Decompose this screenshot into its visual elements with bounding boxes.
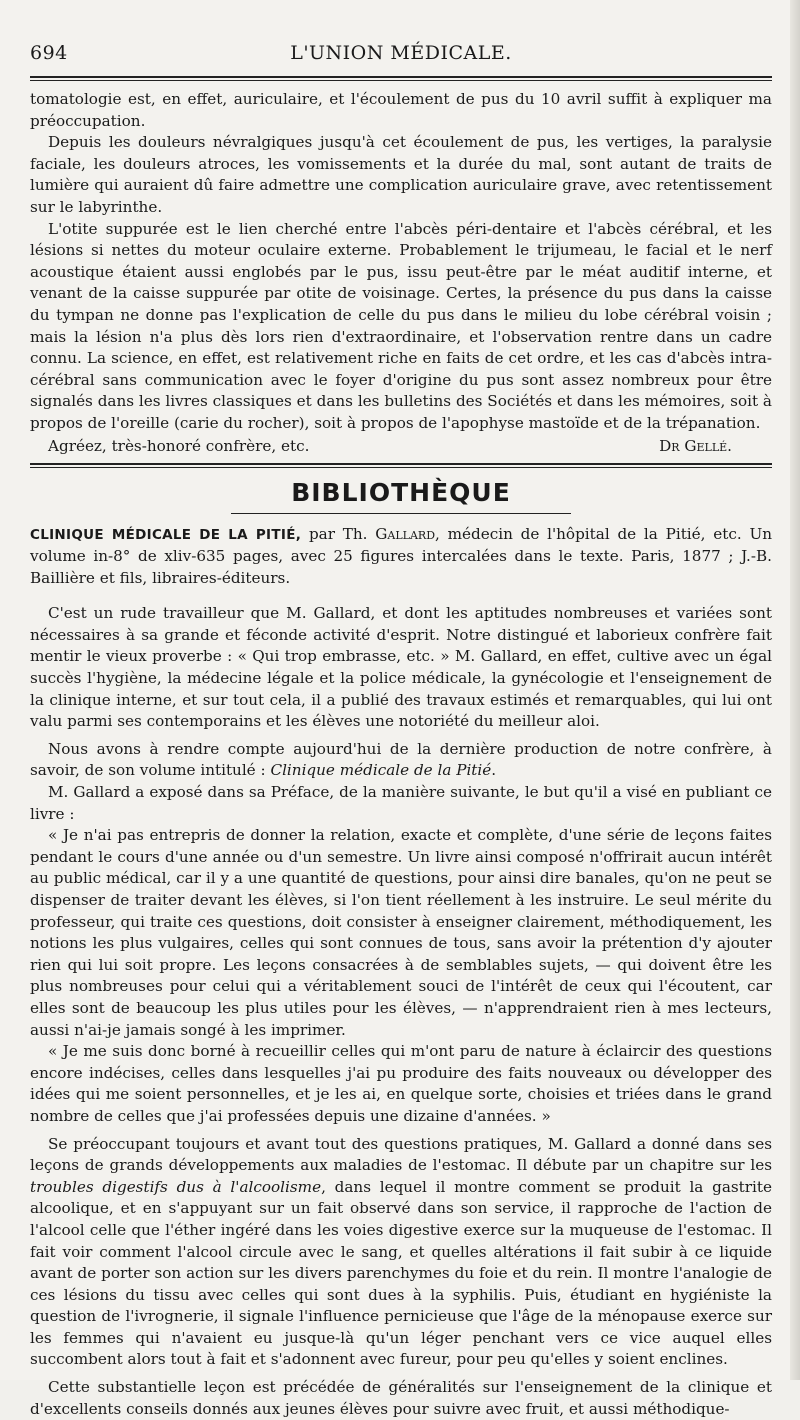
section-rule <box>30 463 772 468</box>
page-edge-shadow <box>790 0 800 1380</box>
running-head <box>30 42 772 72</box>
book-entry <box>30 524 772 590</box>
preface-quote: « Je me suis donc borné à recueillir celles qui m'ont paru de nature à éclaircir des questions encore indécises, celles dans lesquelles j'ai pu produire des faits nouveaux ou développer des idées qui me soient personnelles, et je les ai, en quelque sorte, choisies et triées dans le grand nombre de celles que j'ai professées depuis une dizaine d'années. » <box>30 1042 772 1125</box>
text-run: , dans lequel il montre comment se produit la gastrite alcoolique, et en s'appuyant sur un fait observé dans son service, il rapproche de l'action de l'alcool celle que l'éther ingéré dans les voies digestive exerce sur la muqueuse de l'estomac. Il fait voir comment l'alcool circule avec le sang, et quelles altérations il fait subir à ce liquide avant de porter son action sur les divers parenchymes du foie et du rein. Il montre l'analogie de ces lésions du tissu avec celles qui sont dues à la syphilis. Puis, étudiant en hygiéniste la question de l'ivrognerie, il signale l'influence pernicieuse que l'âge de la ménopause exerce sur les femmes qui n'avaient eu jusque-là qu'un léger penchant vers ce vice auquel elles succombent alors tout à fait et s'adonnent avec fureur, pour peu qu'elles y soient enclines. <box>30 1177 772 1369</box>
review-paragraph <box>30 1134 772 1372</box>
body-paragraph: Depuis les douleurs névralgiques jusqu'à cet écoulement de pus, les vertiges, la paralysie faciale, les douleurs atroces, les vomissements et la durée du mal, sont autant de traits de lumière qui auraient dû faire admettre une complication auriculaire grave, avec retentissement sur le labyrinthe. <box>30 133 772 216</box>
header-rule <box>30 76 772 81</box>
body-paragraph: L'otite suppurée est le lien cherché entre l'abcès péri-dentaire et l'abcès cérébral, et les lésions si nettes du moteur oculaire externe. Probablement le trijumeau, le facial et le nerf acoustique étaient aussi englobés par le pus, issu peut-être par le méat auditif interne, et venant de la caisse suppurée par otite de voisinage. Certes, la présence du pus dans la caisse du tympan ne donne pas l'explication de celle du pus dans le milieu du lobe cérébral voisin ; mais la lésion n'a plus dès lors rien d'extraordinaire, et l'observation rentre dans un cadre connu. La science, en effet, est relativement riche en faits de cet ordre, et les cas d'abcès intra-cérébral sans communication avec le foyer d'origine du pus sont assez nombreux pour être signalés dans les livres classiques et dans les bulletins des Sociétés et dans les mémoires, soit à propos de l'oreille (carie du rocher), soit à propos de l'apophyse mastoïde et de la trépanation. <box>30 219 772 432</box>
letter-closing <box>30 435 772 457</box>
section-heading <box>30 478 772 514</box>
book-details: , médecin de l'hôpital de la Pitié, etc. Un volume in-8° de xliv-635 pages, avec 25 figures intercalées dans le texte. Paris, 1877 ; J.-B. Baillière et fils, libraires-éditeurs. <box>30 524 773 587</box>
preface-quote: « Je n'ai pas entrepris de donner la relation, exacte et complète, d'une série de leçons faites pendant le cours d'une année ou d'un semestre. Un livre ainsi composé n'offrirait aucun intérêt au public médical, car il y a une quantité de questions, pour ainsi dire banales, qu'on ne peut se dispenser de traiter devant les élèves, si l'on tient réellement à les instruire. Le seul mérite du professeur, qui traite ces questions, doit consister à enseigner clairement, méthodiquement, les notions les plus vulgaires, celles qui sont connues de tous, sans avoir la prétention d'y ajouter rien qui lui soit propre. Les leçons consacrées à de semblables sujets, — qui doivent être les plus nombreuses pour celui qui a véritablement souci de l'intérêt de ceux qui l'écoutent, car elles sont de beaucoup les plus utiles pour les élèves, — n'apprendraient rien à mes lecteurs, aussi n'ai-je jamais songé à les imprimer. <box>30 826 772 1039</box>
title-underline <box>231 513 571 514</box>
review-paragraph: C'est un rude travailleur que M. Gallard, et dont les aptitudes nombreuses et variées sont nécessaires à sa grande et féconde activité d'esprit. Notre distingué et laborieux confrère fait mentir le vieux proverbe : « Qui trop embrasse, etc. » M. Gallard, en effet, cultive avec un égal succès l'hygiène, la médecine légale et la police médicale, la gynécologie et l'enseignement de la clinique interne, et sur tout cela, il a publié des travaux estimés et remarquables, qui lui ont valu parmi ses contemporains et les élèves une notoriété du meilleur aloi. <box>30 604 772 731</box>
text-run: . <box>491 761 497 780</box>
review-paragraph <box>30 739 772 782</box>
journal-title: L'UNION MÉDICALE. <box>290 42 512 64</box>
section-title: BIBLIOTHÈQUE <box>291 477 511 507</box>
text-run: Se préoccupant toujours et avant tout des questions pratiques, M. Gallard a donné dans ses leçons de grands développements aux maladies de l'estomac. Il débute par un chapitre sur les <box>30 1134 772 1175</box>
signature: Dr Gellé. <box>659 436 732 455</box>
book-title-italic: Clinique médicale de la Pitié <box>270 761 492 780</box>
page-number: 694 <box>30 42 68 64</box>
book-author: Gallard <box>375 524 436 543</box>
body-paragraph: tomatologie est, en effet, auriculaire, et l'écoulement de pus du 10 avril suffit à expliquer ma préoccupation. <box>30 90 772 130</box>
text-run: Nous avons à rendre compte aujourd'hui de la dernière production de notre confrère, à savoir, de son volume intitulé : <box>30 739 772 780</box>
book-title: CLINIQUE MÉDICALE DE LA PITIÉ, <box>30 526 302 543</box>
book-by: par Th. <box>308 524 368 543</box>
review-paragraph: M. Gallard a exposé dans sa Préface, de la manière suivante, le but qu'il a visé en publiant ce livre : <box>30 783 772 823</box>
closing-text: Agréez, très-honoré confrère, etc. <box>48 436 310 455</box>
review-paragraph: Cette substantielle leçon est précédée de généralités sur l'enseignement de la clinique et d'excellents conseils donnés aux jeunes élèves pour suivre avec fruit, et aussi méthodique- <box>30 1378 772 1418</box>
chapter-title-italic: troubles digestifs dus à l'alcoolisme <box>30 1177 322 1196</box>
